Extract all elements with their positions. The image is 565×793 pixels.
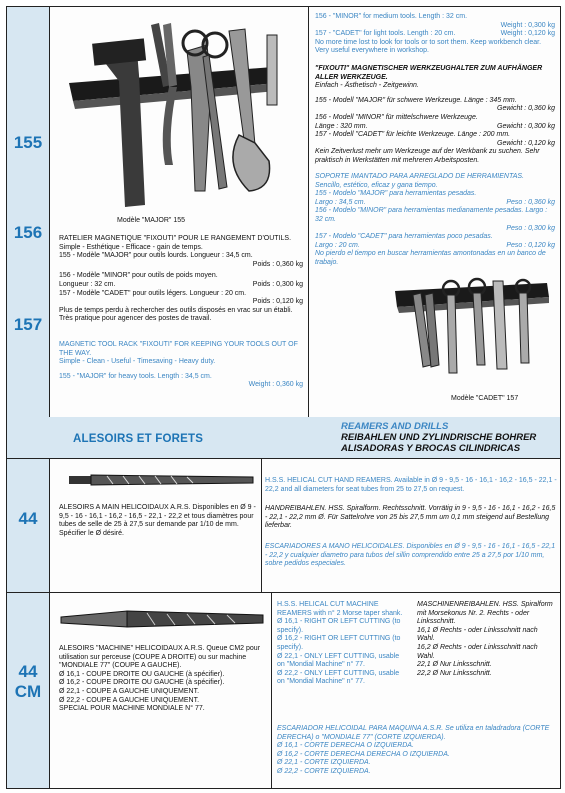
en-machine-title: H.S.S. HELICAL CUT MACHINE REAMERS with n° 2 Morse taper shank. bbox=[277, 601, 403, 617]
es-machine-title: ESCARIADOR HELICOIDAL PARA MAQUINA A.S.R. Se utiliza en taladradora (CORTE DERECHA) o "MONDIALE 77" (CORTE IZQUIERDA). bbox=[277, 725, 550, 741]
catalog-page bbox=[6, 6, 561, 789]
es-tail: No pierdo el tiempo en buscar herramientas amontonadas en un banco de trabajo. bbox=[315, 250, 546, 266]
de-line-156: 156 - Modell "MINOR" für mittelschwere Werkzeuge. bbox=[315, 113, 478, 121]
fr-length-156: Longueur : 32 cm. bbox=[59, 280, 116, 288]
fr-machine-l3: Ø 22,1 - COUPE A GAUCHE UNIQUEMENT. bbox=[59, 687, 200, 695]
item-number-44: 44 bbox=[18, 509, 38, 528]
item-number-44cm-a: 44 bbox=[18, 662, 38, 681]
en-machine-l1: Ø 16,1 - RIGHT OR LEFT CUTTING (to specify). bbox=[277, 618, 401, 634]
de-machine-reamers bbox=[417, 601, 555, 678]
section-title-fr: ALESOIRS ET FORETS bbox=[73, 433, 204, 445]
es-length-155: Largo : 34,5 cm. bbox=[315, 198, 366, 206]
es-sub: Sencillo, estético, eficaz y gana tiempo. bbox=[315, 181, 438, 189]
de-hand-reamers: HANDREIBAHLEN. HSS. Spiralform. Rechtsschnitt. Vorrätig in 9 - 9,5 - 16 - 16,1 - 16,2 - 16,5 - 22,1 - 22,2 mm Ø. Für Sattelrohre von 25 bis 27,5 mm um 0,1 mm steigend auf Bestellung lieferbar. bbox=[265, 505, 556, 530]
es-length-157: Largo : 20 cm. bbox=[315, 241, 360, 249]
fr-hand-reamers: ALESOIRS A MAIN HELICOIDAUX A.R.S. Disponibles en Ø 9 - 9,5 - 16 - 16,1 - 16,2 - 16,5 - 22,1 - 22,2 et tous diamètres pour tubes de selle de 25 à 27,5 sur demande par 1/10 de mm. Spécifier le Ø désiré. bbox=[59, 504, 256, 537]
section-title-es: ALISADORAS Y BROCAS CILINDRICAS bbox=[341, 443, 521, 454]
section-band-reamers bbox=[7, 417, 560, 458]
caption-cadet: Modèle "CADET" 157 bbox=[451, 395, 519, 402]
caption-major: Modèle "MAJOR" 155 bbox=[117, 217, 185, 224]
en-machine-reamers bbox=[277, 601, 407, 687]
en-line-157: 157 - "CADET" for light tools. Length : 20 cm. bbox=[315, 30, 456, 38]
item-number-44cm-b: CM bbox=[14, 682, 42, 701]
tool-rack-cadet-illustration bbox=[391, 269, 551, 389]
en-weight-157: Weight : 0,120 kg bbox=[500, 30, 555, 38]
de-length-156: Länge : 320 mm. bbox=[315, 122, 368, 130]
fr-weight-157: Poids : 0,120 kg bbox=[252, 298, 303, 306]
es-line-155: 155 - Modelo "MAJOR" para herramientas pesadas. bbox=[315, 190, 477, 198]
divider bbox=[7, 458, 560, 459]
en-machine-l4: Ø 22,2 - ONLY LEFT CUTTING, usable on "Mondial Machine" n° 77. bbox=[277, 669, 400, 686]
fr-weight-155: Poids : 0,360 kg bbox=[252, 260, 303, 268]
en-weight-155: Weight : 0,360 kg bbox=[248, 381, 303, 389]
de-line-157: 157 - Modell "CADET" für leichte Werkzeuge. Länge : 200 mm. bbox=[315, 131, 511, 139]
fr-weight-156: Poids : 0,300 kg bbox=[252, 280, 303, 288]
en-machine-l2: Ø 16,2 - RIGHT OR LEFT CUTTING (to specify). bbox=[277, 635, 401, 651]
de-machine-title: MASCHINENREIBAHLEN. HSS. Spiralform mit Morsekonus Nr. 2. Rechts - oder Linksschnitt. bbox=[417, 601, 553, 626]
en-line-156: 156 - "MINOR" for medium tools. Length : 32 cm. bbox=[315, 13, 468, 20]
es-machine-l4: Ø 22,2 - CORTE IZQUIERDA. bbox=[277, 767, 371, 775]
section-titles-multilang bbox=[341, 421, 536, 454]
de-title: "FIXOUTI" MAGNETISCHER WERKZEUGHALTER ZUM AUFHÄNGER ALLER WERKZEUGE. bbox=[315, 65, 543, 81]
fr-line-156: 156 - Modèle "MINOR" pour outils de poids moyen. bbox=[59, 272, 218, 280]
en-title: MAGNETIC TOOL RACK "FIXOUTI" FOR KEEPING YOUR TOOLS OUT OF THE WAY. bbox=[59, 341, 298, 357]
fr-machine-l2: Ø 16,2 - COUPE DROITE OU GAUCHE (à spécifier). bbox=[59, 679, 225, 687]
de-machine-l2: 16,2 Ø Rechts - oder Linksschnitt nach Wahl. bbox=[417, 643, 538, 660]
es-machine-reamers bbox=[277, 725, 555, 777]
hand-reamer-illustration bbox=[67, 467, 257, 493]
en-tail: No more time lost to look for tools or to sort them. Keep workbench clear. Very useful everywhere in workshop. bbox=[315, 38, 542, 55]
item-number-157: 157 bbox=[13, 315, 43, 334]
fr-title: RATELIER MAGNETIQUE "FIXOUTI" POUR LE RANGEMENT D'OUTILS. Simple - Esthétique - Efficace - gain de temps. bbox=[59, 235, 292, 251]
fr-machine-l5: SPECIAL POUR MACHINE MONDIALE N° 77. bbox=[59, 705, 205, 713]
es-weight-155: Peso : 0,360 kg bbox=[506, 198, 555, 206]
es-line-157: 157 - Modelo "CADET" para herramientas poco pesadas. bbox=[315, 233, 493, 241]
es-machine-l3: Ø 22,1 - CORTE IZQUIERDA. bbox=[277, 759, 371, 767]
fr-machine-l4: Ø 22,2 - COUPE A GAUCHE UNIQUEMENT. bbox=[59, 696, 200, 704]
en-line-155: 155 - "MAJOR" for heavy tools. Length : 34,5 cm. bbox=[59, 372, 212, 380]
en-weight-156: Weight : 0,300 kg bbox=[500, 21, 555, 29]
es-hand-reamers: ESCARIADORES A MANO HELICOIDALES. Disponibles en Ø 9 - 9,5 - 16 - 16,1 - 16,5 - 22,1 - 22,2 y cualquier diametro para tubos del sillin comprendido entre 25 a 27,5 por 1/10 mm, sobre pedidos especiales. bbox=[265, 543, 556, 568]
de-sub: Einfach - Ästhetisch - Zeitgewinn. bbox=[315, 82, 419, 90]
en-sub: Simple - Clean - Useful - Timesaving - Heavy duty. bbox=[59, 358, 216, 366]
de-machine-l1: 16,1 Ø Rechts - oder Linksschnitt nach Wahl. bbox=[417, 626, 538, 643]
divider bbox=[7, 592, 560, 593]
de-machine-l4: 22,2 Ø Nur Linksschnitt. bbox=[417, 669, 492, 677]
de-tail: Kein Zeitverlust mehr um Werkzeuge auf der Werkbank zu suchen. Sehr praktisch in Werkstätten mit mehreren Arbeitsposten. bbox=[315, 148, 540, 164]
fr-rack-description bbox=[59, 235, 303, 324]
de-line-155: 155 - Modell "MAJOR" für schwere Werkzeuge. Länge : 345 mm. bbox=[315, 96, 517, 104]
fr-line-157: 157 - Modèle "CADET" pour outils légers. Longueur : 20 cm. bbox=[59, 289, 247, 297]
de-weight-157: Gewicht : 0,120 kg bbox=[497, 139, 555, 147]
de-rack-description bbox=[315, 65, 555, 166]
es-weight-156: Peso : 0,300 kg bbox=[506, 224, 555, 232]
item-number-156: 156 bbox=[13, 223, 43, 242]
item-number-155: 155 bbox=[13, 133, 43, 152]
de-weight-155: Gewicht : 0,360 kg bbox=[497, 105, 555, 113]
machine-reamer-illustration bbox=[57, 603, 267, 637]
column-divider bbox=[271, 592, 272, 788]
fr-machine-title: ALESOIRS "MACHINE" HELICOIDAUX A.R.S. Queue CM2 pour utilisation sur perceuse (COUPE A DROITE) ou sur machine "MONDIALE 77" (COUPE A GAUCHE). bbox=[59, 645, 261, 670]
fr-line-155: 155 - Modèle "MAJOR" pour outils lourds. Longueur : 34,5 cm. bbox=[59, 252, 253, 260]
column-divider bbox=[261, 458, 262, 592]
es-machine-l1: Ø 16,1 - CORTE DERECHA O IZQUIERDA. bbox=[277, 742, 414, 750]
en-machine-l3: Ø 22,1 - ONLY LEFT CUTTING, usable on "Mondial Machine" n° 77. bbox=[277, 652, 400, 669]
fr-machine-reamers bbox=[59, 645, 267, 714]
fr-machine-l1: Ø 16,1 - COUPE DROITE OU GAUCHE (à spécifier). bbox=[59, 670, 225, 678]
es-title: SOPORTE IMANTADO PARA ARREGLADO DE HERRAMIENTAS. bbox=[315, 173, 524, 180]
de-weight-156: Gewicht : 0,300 kg bbox=[497, 122, 555, 130]
de-machine-l3: 22,1 Ø Nur Linksschnitt. bbox=[417, 661, 492, 669]
tool-rack-major-illustration bbox=[59, 15, 291, 215]
es-weight-157: Peso : 0,120 kg bbox=[506, 241, 555, 249]
fr-tail: Plus de temps perdu à rechercher des outils disposés en vrac sur un établi. Très pratique pour agencer des postes de travail. bbox=[59, 306, 293, 323]
es-line-156: 156 - Modelo "MINOR" para herramientas medianamente pesadas. Largo : 32 cm. bbox=[315, 207, 548, 223]
en-rack-description bbox=[59, 341, 303, 390]
en-rack-continued bbox=[315, 13, 555, 56]
column-divider bbox=[308, 7, 309, 417]
en-hand-reamers: H.S.S. HELICAL CUT HAND REAMERS. Available in Ø 9 - 9,5 - 16 - 16,1 - 16,2 - 16,5 - 22,1 - 22,2 and all diameters for seat tubes from 25 to 27,5 on request. bbox=[265, 477, 557, 493]
es-machine-l2: Ø 16,2 - CORTE DERECHA DERECHA O IZQUIERDA. bbox=[277, 750, 450, 758]
section-title-en: REAMERS AND DRILLS bbox=[341, 421, 449, 432]
es-rack-description bbox=[315, 173, 555, 268]
section-title-de: REIBAHLEN UND ZYLINDRISCHE BOHRER bbox=[341, 432, 537, 443]
